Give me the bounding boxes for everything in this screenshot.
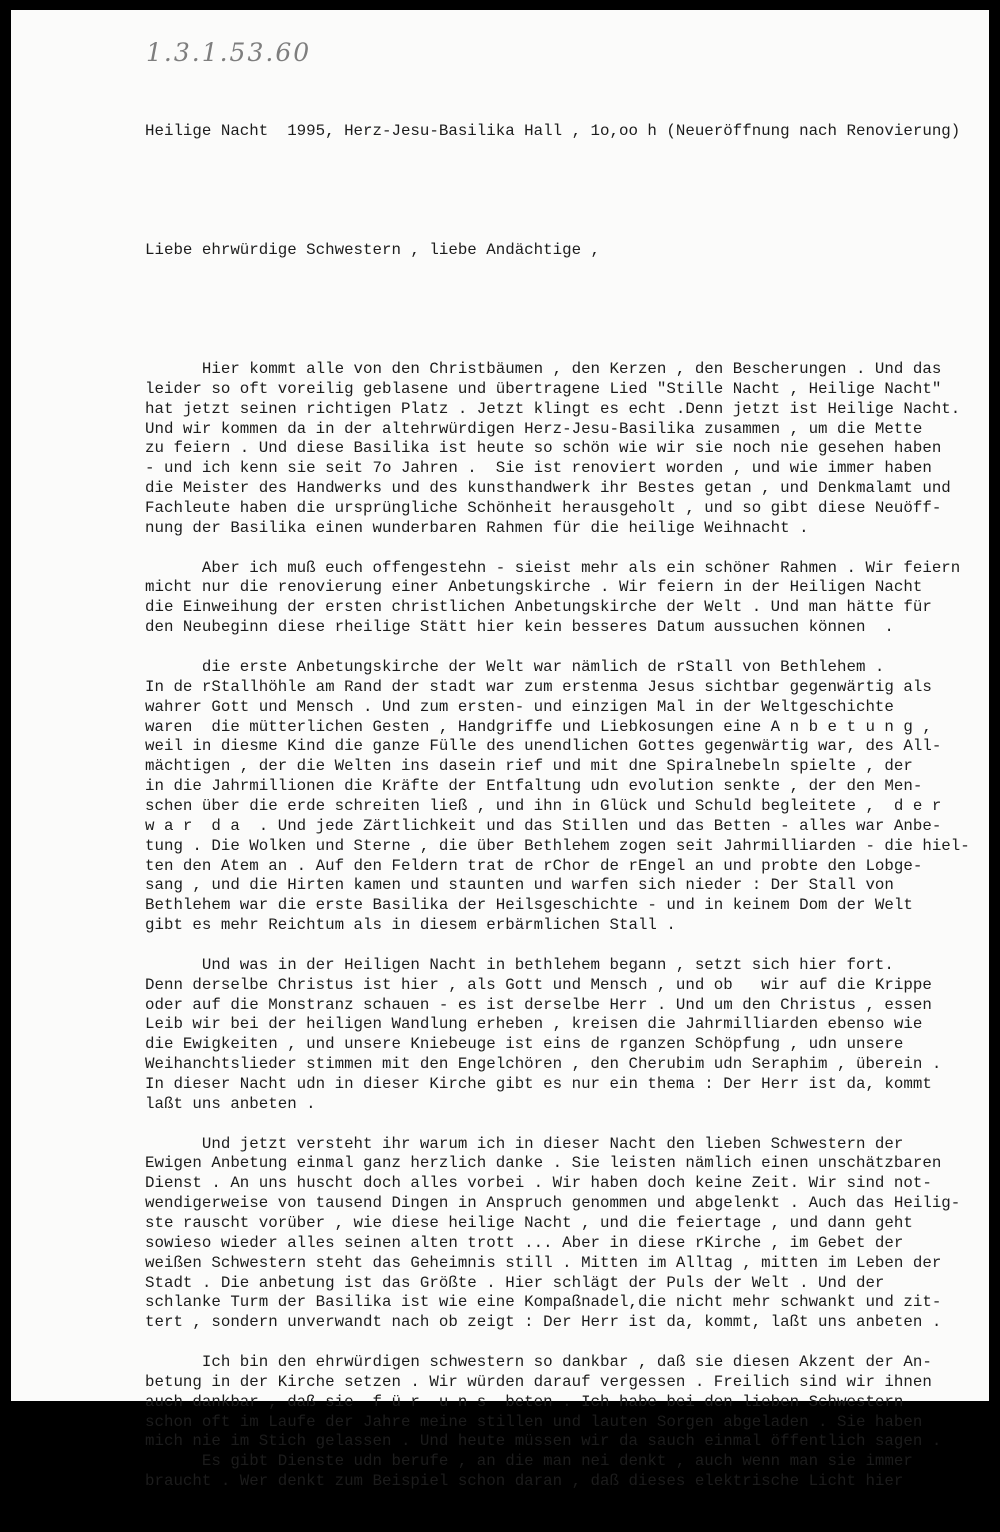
paragraph: [145, 1353, 983, 1492]
text-line: Leib wir bei der heiligen Wandlung erheben , kreisen die Jahrmilliarden ebenso wie: [145, 1015, 923, 1034]
text-line: auch dankbar , daß sie f ü r u n s beten . Ich habe bei den lieben Schwestern: [145, 1392, 904, 1411]
text-line: Weihanchtslieder stimmen mit den Engelchören , den Cherubim udn Seraphim , überein .: [145, 1055, 942, 1074]
text-line: die erste Anbetungskirche der Welt war nämlich de rStall von Bethlehem .: [145, 657, 885, 676]
text-line: in die Jahrmillionen die Kräfte der Entfaltung udn evolution senkte , der den Men-: [145, 777, 923, 796]
text-line: ste rauscht vorüber , wie diese heilige Nacht , und die feiertage , und dann geht: [145, 1213, 913, 1232]
text-line: die Meister des Handwerks und des kunsthandwerk ihr Bestes getan , und Denkmalamt und: [145, 479, 951, 498]
text-line: Stadt . Die anbetung ist das Größte . Hier schlägt der Puls der Welt . Und der: [145, 1273, 885, 1292]
text-line: w a r d a . Und jede Zärtlichkeit und das Stillen und das Betten - alles war Anbe-: [145, 816, 942, 835]
text-line: Und was in der Heiligen Nacht in bethlehem begann , setzt sich hier fort.: [145, 955, 894, 974]
text-line: micht nur die renovierung einer Anbetungskirche . Wir feiern in der Heiligen Nacht: [145, 578, 923, 597]
text-line: nung der Basilika einen wunderbaren Rahmen für die heilige Weihnacht .: [145, 518, 809, 537]
blank-line: [145, 539, 983, 559]
text-line: tung . Die Wolken und Sterne , die über Bethlehem zogen seit Jahrmilliarden - die hiel-: [145, 836, 970, 855]
text-line: die Einweihung der ersten christlichen Anbetungskirche der Welt . Und man hätte für: [145, 598, 932, 617]
text-line: zu feiern . Und diese Basilika ist heute so schön wie wir sie noch nie gesehen haben: [145, 439, 942, 458]
text-line: laßt uns anbeten .: [145, 1094, 316, 1113]
typed-text: [145, 82, 983, 1532]
text-line: die Ewigkeiten , und unsere Kniebeuge ist eins de rganzen Schöpfung , udn unsere: [145, 1035, 904, 1054]
text-line: Ich bin den ehrwürdigen schwestern so dankbar , daß sie diesen Akzent der An-: [145, 1353, 932, 1371]
paragraph: [145, 658, 983, 936]
text-line: hat jetzt seinen richtigen Platz . Jetzt klingt es echt .Denn jetzt ist Heilige Nacht.: [145, 399, 961, 418]
document-page: [11, 10, 989, 1491]
salutation: Liebe ehrwürdige Schwestern , liebe Andächtige ,: [145, 240, 601, 259]
text-line: ten den Atem an . Auf den Feldern trat de rChor de rEngel an und probte den Lobge-: [145, 856, 923, 875]
text-line: Ewigen Anbetung einmal ganz herzlich danke . Sie leisten nämlich einen unschätzbaren: [145, 1154, 942, 1173]
text-line: Und jetzt versteht ihr warum ich in dieser Nacht den lieben Schwestern der: [145, 1134, 904, 1153]
text-line: Dienst . An uns huscht doch alles vorbei . Wir haben doch keine Zeit. Wir sind not-: [145, 1174, 932, 1193]
blank-line: [145, 1333, 983, 1353]
text-line: mich nie im Stich gelassen . Und heute müssen wir da sauch einmal öffentlich sagen .: [145, 1432, 942, 1451]
text-line: schlanke Turm der Basilika ist wie eine Kompaßnadel,die nicht mehr schwankt und zit-: [145, 1293, 942, 1312]
paragraphs: [145, 360, 983, 1492]
text-line: In de rStallhöhle am Rand der stadt war zum erstenma Jesus sichtbar gegenwärtig als: [145, 677, 932, 696]
text-line: gibt es mehr Reichtum als in diesem erbärmlichen Stall .: [145, 916, 676, 935]
text-line: sowieso wieder alles seinen alten trott ... Aber in diese rKirche , im Gebet der: [145, 1233, 904, 1252]
text-line: wendigerweise von tausend Dingen in Anspruch genommen und abgelenkt . Auch das Heilig-: [145, 1194, 961, 1213]
blank-line: [145, 181, 983, 201]
text-line: Es gibt Dienste udn berufe , an die man nei denkt , auch wenn man sie immer: [145, 1452, 913, 1471]
blank-line: [145, 1115, 983, 1135]
text-line: wahrer Gott und Mensch . Und zum ersten- und einzigen Mal in der Weltgeschichte: [145, 697, 894, 716]
text-line: braucht . Wer denkt zum Beispiel schon daran , daß dieses elektrische Licht hier: [145, 1472, 904, 1491]
text-line: weißen Schwestern steht das Geheimnis still . Mitten im Alltag , mitten im Leben der: [145, 1253, 942, 1272]
blank-line: [145, 300, 983, 320]
text-line: schon oft im Laufe der Jahre meine stillen und lauten Sorgen abgeladen . Sie haben: [145, 1412, 923, 1431]
text-line: - und ich kenn sie seit 7o Jahren . Sie ist renoviert worden , und wie immer haben: [145, 459, 932, 478]
text-line: In dieser Nacht udn in dieser Kirche gibt es nur ein thema : Der Herr ist da, kommt: [145, 1074, 932, 1093]
text-line: Aber ich muß euch offengestehn - sieist mehr als ein schöner Rahmen . Wir feiern: [145, 558, 961, 577]
text-line: Bethlehem war die erste Basilika der Heilsgeschichte - und in keinem Dom der Welt: [145, 896, 913, 915]
paragraph: [145, 1135, 983, 1334]
text-line: oder auf die Monstranz schauen - es ist derselbe Herr . Und um den Christus , essen: [145, 995, 932, 1014]
text-line: weil in diesme Kind die ganze Fülle des unendlichen Gottes gegenwärtig war, des All-: [145, 737, 942, 756]
text-line: Fachleute haben die ursprüngliche Schönheit herausgeholt , und so gibt diese Neuöff-: [145, 499, 942, 518]
text-line: mächtigen , der die Welten ins dasein rief und mit dne Spiralnebeln spielte , der: [145, 757, 913, 776]
blank-line: [145, 638, 983, 658]
paragraph: [145, 360, 983, 539]
text-line: tert , sondern unverwandt nach ob zeigt : Der Herr ist da, kommt, laßt uns anbeten .: [145, 1313, 942, 1332]
blank-line: [145, 936, 983, 956]
archive-number: 1.3.1.53.60: [146, 38, 312, 67]
text-line: Und wir kommen da in der altehrwürdigen Herz-Jesu-Basilika zusammen , um die Mette: [145, 419, 923, 438]
text-line: leider so oft voreilig geblasene und übertragene Lied "Stille Nacht , Heilige Nacht": [145, 379, 942, 398]
text-line: Denn derselbe Christus ist hier , als Gott und Mensch , und ob wir auf die Krippe: [145, 975, 932, 994]
text-line: sang , und die Hirten kamen und staunten und warfen sich nieder : Der Stall von: [145, 876, 894, 895]
paragraph: [145, 559, 983, 638]
text-line: betung in der Kirche setzen . Wir würden darauf vergessen . Freilich sind wir ihnen: [145, 1372, 932, 1391]
document-heading: Heilige Nacht 1995, Herz-Jesu-Basilika Hall , 1o,oo h (Neueröffnung nach Renovierung): [145, 121, 961, 140]
paragraph: [145, 956, 983, 1115]
text-line: waren die mütterlichen Gesten , Handgriffe und Liebkosungen eine A n b e t u n g ,: [145, 717, 932, 736]
text-line: Hier kommt alle von den Christbäumen , den Kerzen , den Bescherungen . Und das: [145, 360, 942, 379]
text-line: schen über die erde schreiten ließ , und ihn in Glück und Schuld begleitete , d e r: [145, 796, 942, 815]
text-line: den Neubeginn diese rheilige Stätt hier kein besseres Datum aussuchen können .: [145, 618, 894, 637]
